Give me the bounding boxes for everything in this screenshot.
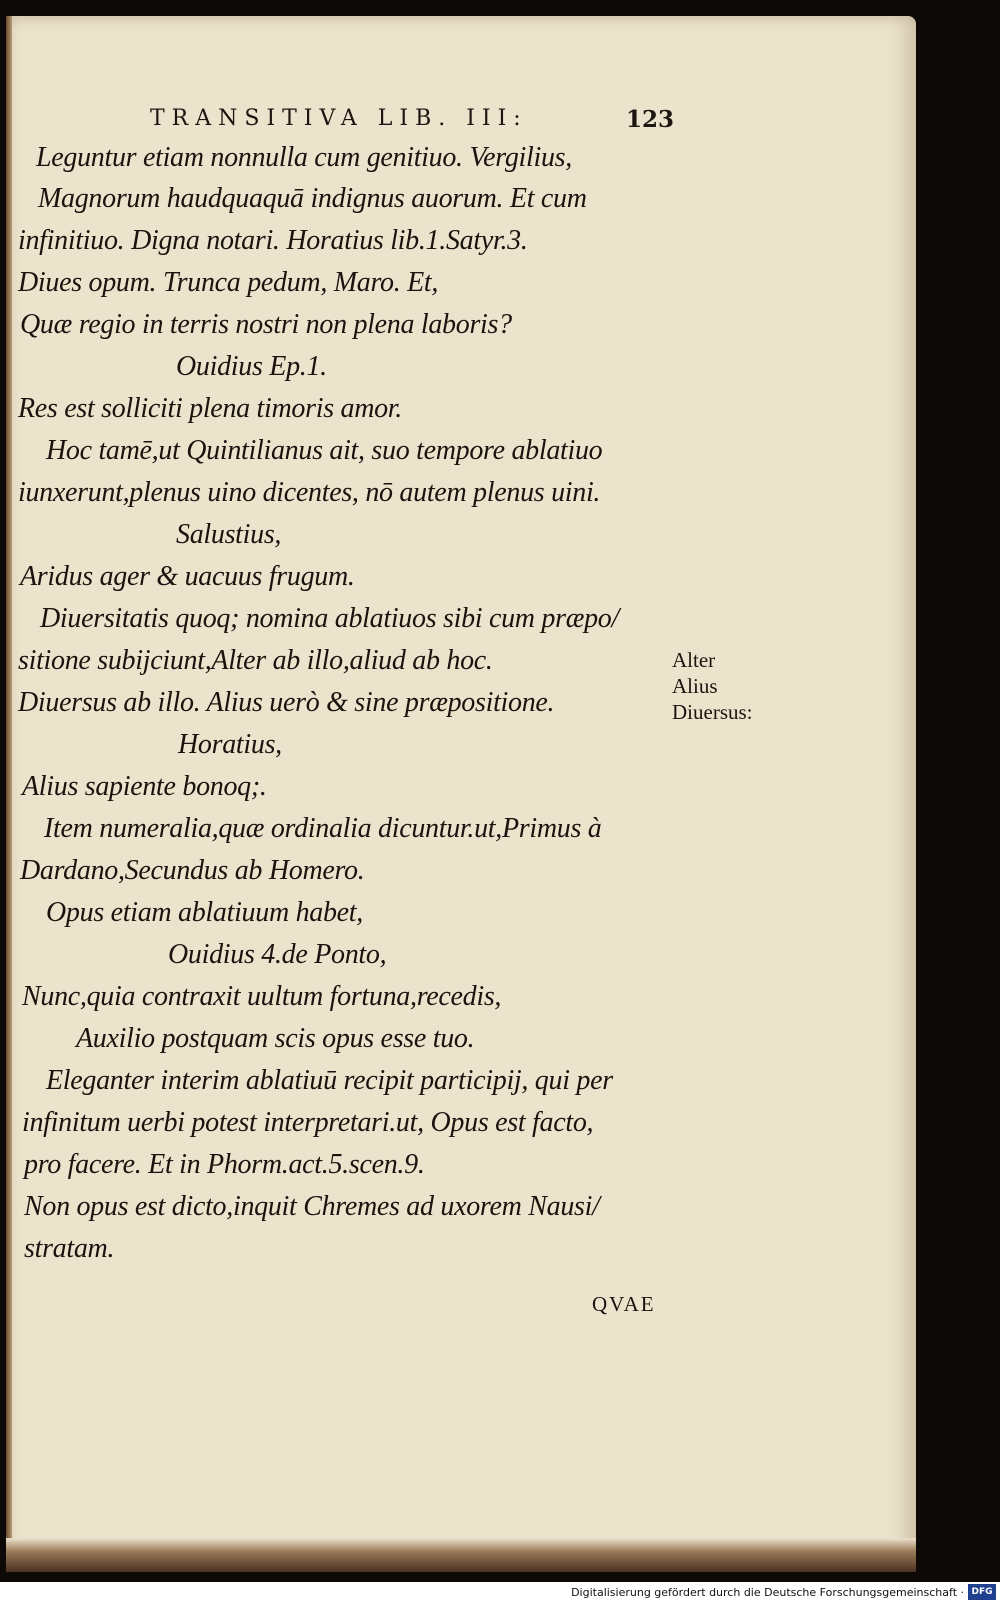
text-line: Diuersitatis quoq; nomina ablatiuos sibi cum præpo/ bbox=[40, 603, 619, 634]
text-line: Ouidius Ep.1. bbox=[176, 351, 327, 382]
page-gutter-edge bbox=[6, 16, 12, 1572]
text-line: Leguntur etiam nonnulla cum genitiuo. Vergilius, bbox=[36, 142, 572, 173]
text-line: iunxerunt,plenus uino dicentes, nō autem plenus uini. bbox=[18, 477, 601, 508]
marginal-note: Diuersus: bbox=[672, 700, 753, 724]
page-number: 123 bbox=[626, 106, 675, 133]
text-line: Eleganter interim ablatiuū recipit participij, qui per bbox=[46, 1065, 613, 1096]
text-line: sitione subijciunt,Alter ab illo,aliud ab hoc. bbox=[18, 645, 493, 676]
text-line: Aridus ager & uacuus frugum. bbox=[20, 561, 355, 592]
text-line: Quæ regio in terris nostri non plena laboris? bbox=[20, 309, 512, 340]
text-line: Diuersus ab illo. Alius uerò & sine præpositione. bbox=[18, 687, 555, 718]
text-line: stratam. bbox=[24, 1233, 115, 1264]
funding-credit: Digitalisierung gefördert durch die Deutsche Forschungsgemeinschaft · bbox=[571, 1586, 964, 1599]
text-line: Horatius, bbox=[178, 729, 282, 760]
page-bottom-edge bbox=[6, 1538, 916, 1572]
text-line: Magnorum haudquaquā indignus auorum. Et cum bbox=[38, 183, 587, 214]
dfg-logo-icon: DFG bbox=[968, 1584, 996, 1600]
text-line: Ouidius 4.de Ponto, bbox=[168, 939, 387, 970]
text-line: Non opus est dicto,inquit Chremes ad uxorem Nausi/ bbox=[24, 1191, 600, 1222]
text-line: Diues opum. Trunca pedum, Maro. Et, bbox=[18, 267, 439, 298]
text-line: Res est solliciti plena timoris amor. bbox=[18, 393, 403, 424]
catchword: QVAE bbox=[592, 1292, 656, 1316]
text-line: Salustius, bbox=[176, 519, 282, 550]
text-line: Auxilio postquam scis opus esse tuo. bbox=[76, 1023, 475, 1054]
text-line: infinitiuo. Digna notari. Horatius lib.1.Satyr.3. bbox=[18, 225, 528, 256]
running-title: TRANSITIVA LIB. III: bbox=[150, 106, 528, 131]
text-line: Alius sapiente bonoq;. bbox=[22, 771, 267, 802]
text-line: Hoc tamē,ut Quintilianus ait, suo tempore ablatiuo bbox=[46, 435, 603, 466]
text-line: pro facere. Et in Phorm.act.5.scen.9. bbox=[24, 1149, 425, 1180]
marginal-note: Alius bbox=[672, 674, 718, 698]
text-line: infinitum uerbi potest interpretari.ut, Opus est facto, bbox=[22, 1107, 594, 1138]
text-line: Item numeralia,quæ ordinalia dicuntur.ut,Primus à bbox=[44, 813, 602, 844]
marginal-note: Alter bbox=[672, 648, 716, 672]
text-line: Nunc,quia contraxit uultum fortuna,recedis, bbox=[22, 981, 502, 1012]
footer-bar bbox=[0, 1582, 1000, 1604]
text-line: Opus etiam ablatiuum habet, bbox=[46, 897, 363, 928]
text-line: Dardano,Secundus ab Homero. bbox=[20, 855, 365, 886]
